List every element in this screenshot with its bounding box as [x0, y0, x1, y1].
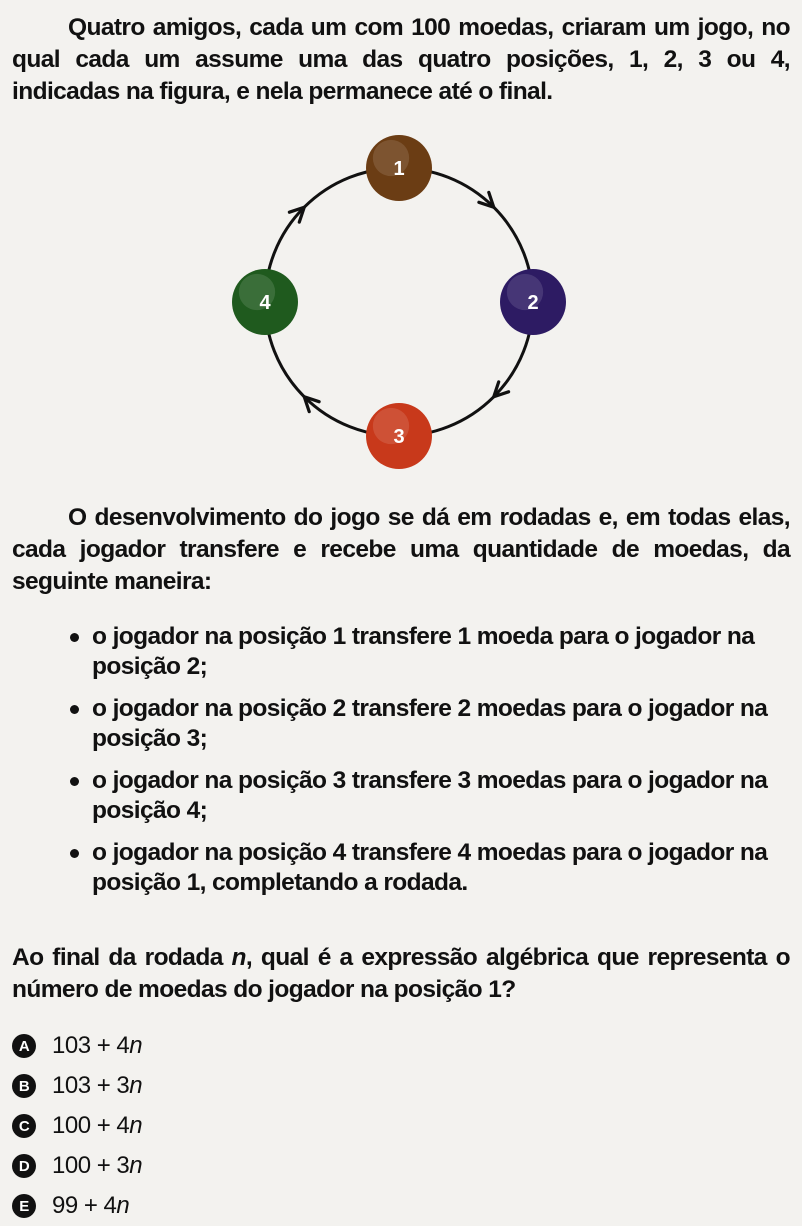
option-constant: 100 + 3: [52, 1152, 130, 1179]
rules-list: [70, 622, 792, 910]
option-expression: [52, 1192, 129, 1220]
position-nodes: [232, 135, 566, 469]
option-letter-badge: D: [12, 1154, 36, 1178]
question-paragraph: [12, 942, 790, 1006]
option-constant: 103 + 4: [52, 1032, 130, 1059]
position-node-2: [500, 269, 566, 335]
option-letter-badge: E: [12, 1194, 36, 1218]
bullet-icon: [70, 849, 79, 858]
rule-text: o jogador na posição 3 transfere 3 moedas para o jogador na posição 4;: [92, 767, 768, 824]
question-text: [12, 942, 790, 1006]
question-text-after: , qual é a expressão algébrica que representa o número de moedas do jogador na posição 1?: [12, 944, 790, 1003]
development-text: O desenvolvimento do jogo se dá em rodadas e, em todas elas, cada jogador transfere e recebe uma quantidade de moedas, da seguinte maneira:: [12, 504, 790, 595]
positions-diagram: [226, 134, 572, 480]
option-variable: n: [129, 1032, 143, 1059]
position-node-3: [366, 403, 432, 469]
option-variable: n: [129, 1152, 143, 1179]
rule-text: o jogador na posição 2 transfere 2 moedas para o jogador na posição 3;: [92, 695, 768, 752]
option-letter-badge: B: [12, 1074, 36, 1098]
position-label: 1: [393, 158, 405, 180]
position-label: 2: [527, 292, 539, 314]
option-variable: n: [116, 1192, 130, 1219]
option-expression: [52, 1032, 142, 1060]
rule-item-1: [70, 622, 792, 682]
bullet-icon: [70, 705, 79, 714]
option-c[interactable]: [12, 1106, 412, 1146]
bullet-icon: [70, 633, 79, 642]
rule-text: o jogador na posição 1 transfere 1 moeda para o jogador na posição 2;: [92, 623, 755, 680]
position-node-1: [366, 135, 432, 201]
rule-text: o jogador na posição 4 transfere 4 moedas para o jogador na posição 1, completando a rodada.: [92, 839, 768, 896]
option-constant: 103 + 3: [52, 1072, 130, 1099]
option-constant: 100 + 4: [52, 1112, 130, 1139]
rule-item-3: [70, 766, 792, 826]
option-letter-badge: C: [12, 1114, 36, 1138]
bullet-icon: [70, 777, 79, 786]
option-variable: n: [129, 1112, 143, 1139]
development-paragraph: [12, 502, 790, 598]
option-expression: [52, 1072, 142, 1100]
option-e[interactable]: [12, 1186, 412, 1226]
option-a[interactable]: [12, 1026, 412, 1066]
question-text-before: Ao final da rodada: [12, 944, 232, 971]
answer-options: [12, 1026, 412, 1226]
option-letter-badge: A: [12, 1034, 36, 1058]
direction-arrows: [289, 192, 508, 411]
question-variable: n: [231, 944, 246, 971]
rule-item-4: [70, 838, 792, 898]
rule-item-2: [70, 694, 792, 754]
option-d[interactable]: [12, 1146, 412, 1186]
intro-text: Quatro amigos, cada um com 100 moedas, criaram um jogo, no qual cada um assume uma das quatro posições, 1, 2, 3 ou 4, indicadas na figura, e nela permanece até o final.: [12, 14, 790, 105]
intro-paragraph: [12, 12, 790, 108]
option-expression: [52, 1112, 142, 1140]
position-label: 3: [393, 426, 405, 448]
option-expression: [52, 1152, 142, 1180]
option-b[interactable]: [12, 1066, 412, 1106]
position-node-4: [232, 269, 298, 335]
option-variable: n: [129, 1072, 143, 1099]
position-label: 4: [259, 292, 271, 314]
option-constant: 99 + 4: [52, 1192, 117, 1219]
